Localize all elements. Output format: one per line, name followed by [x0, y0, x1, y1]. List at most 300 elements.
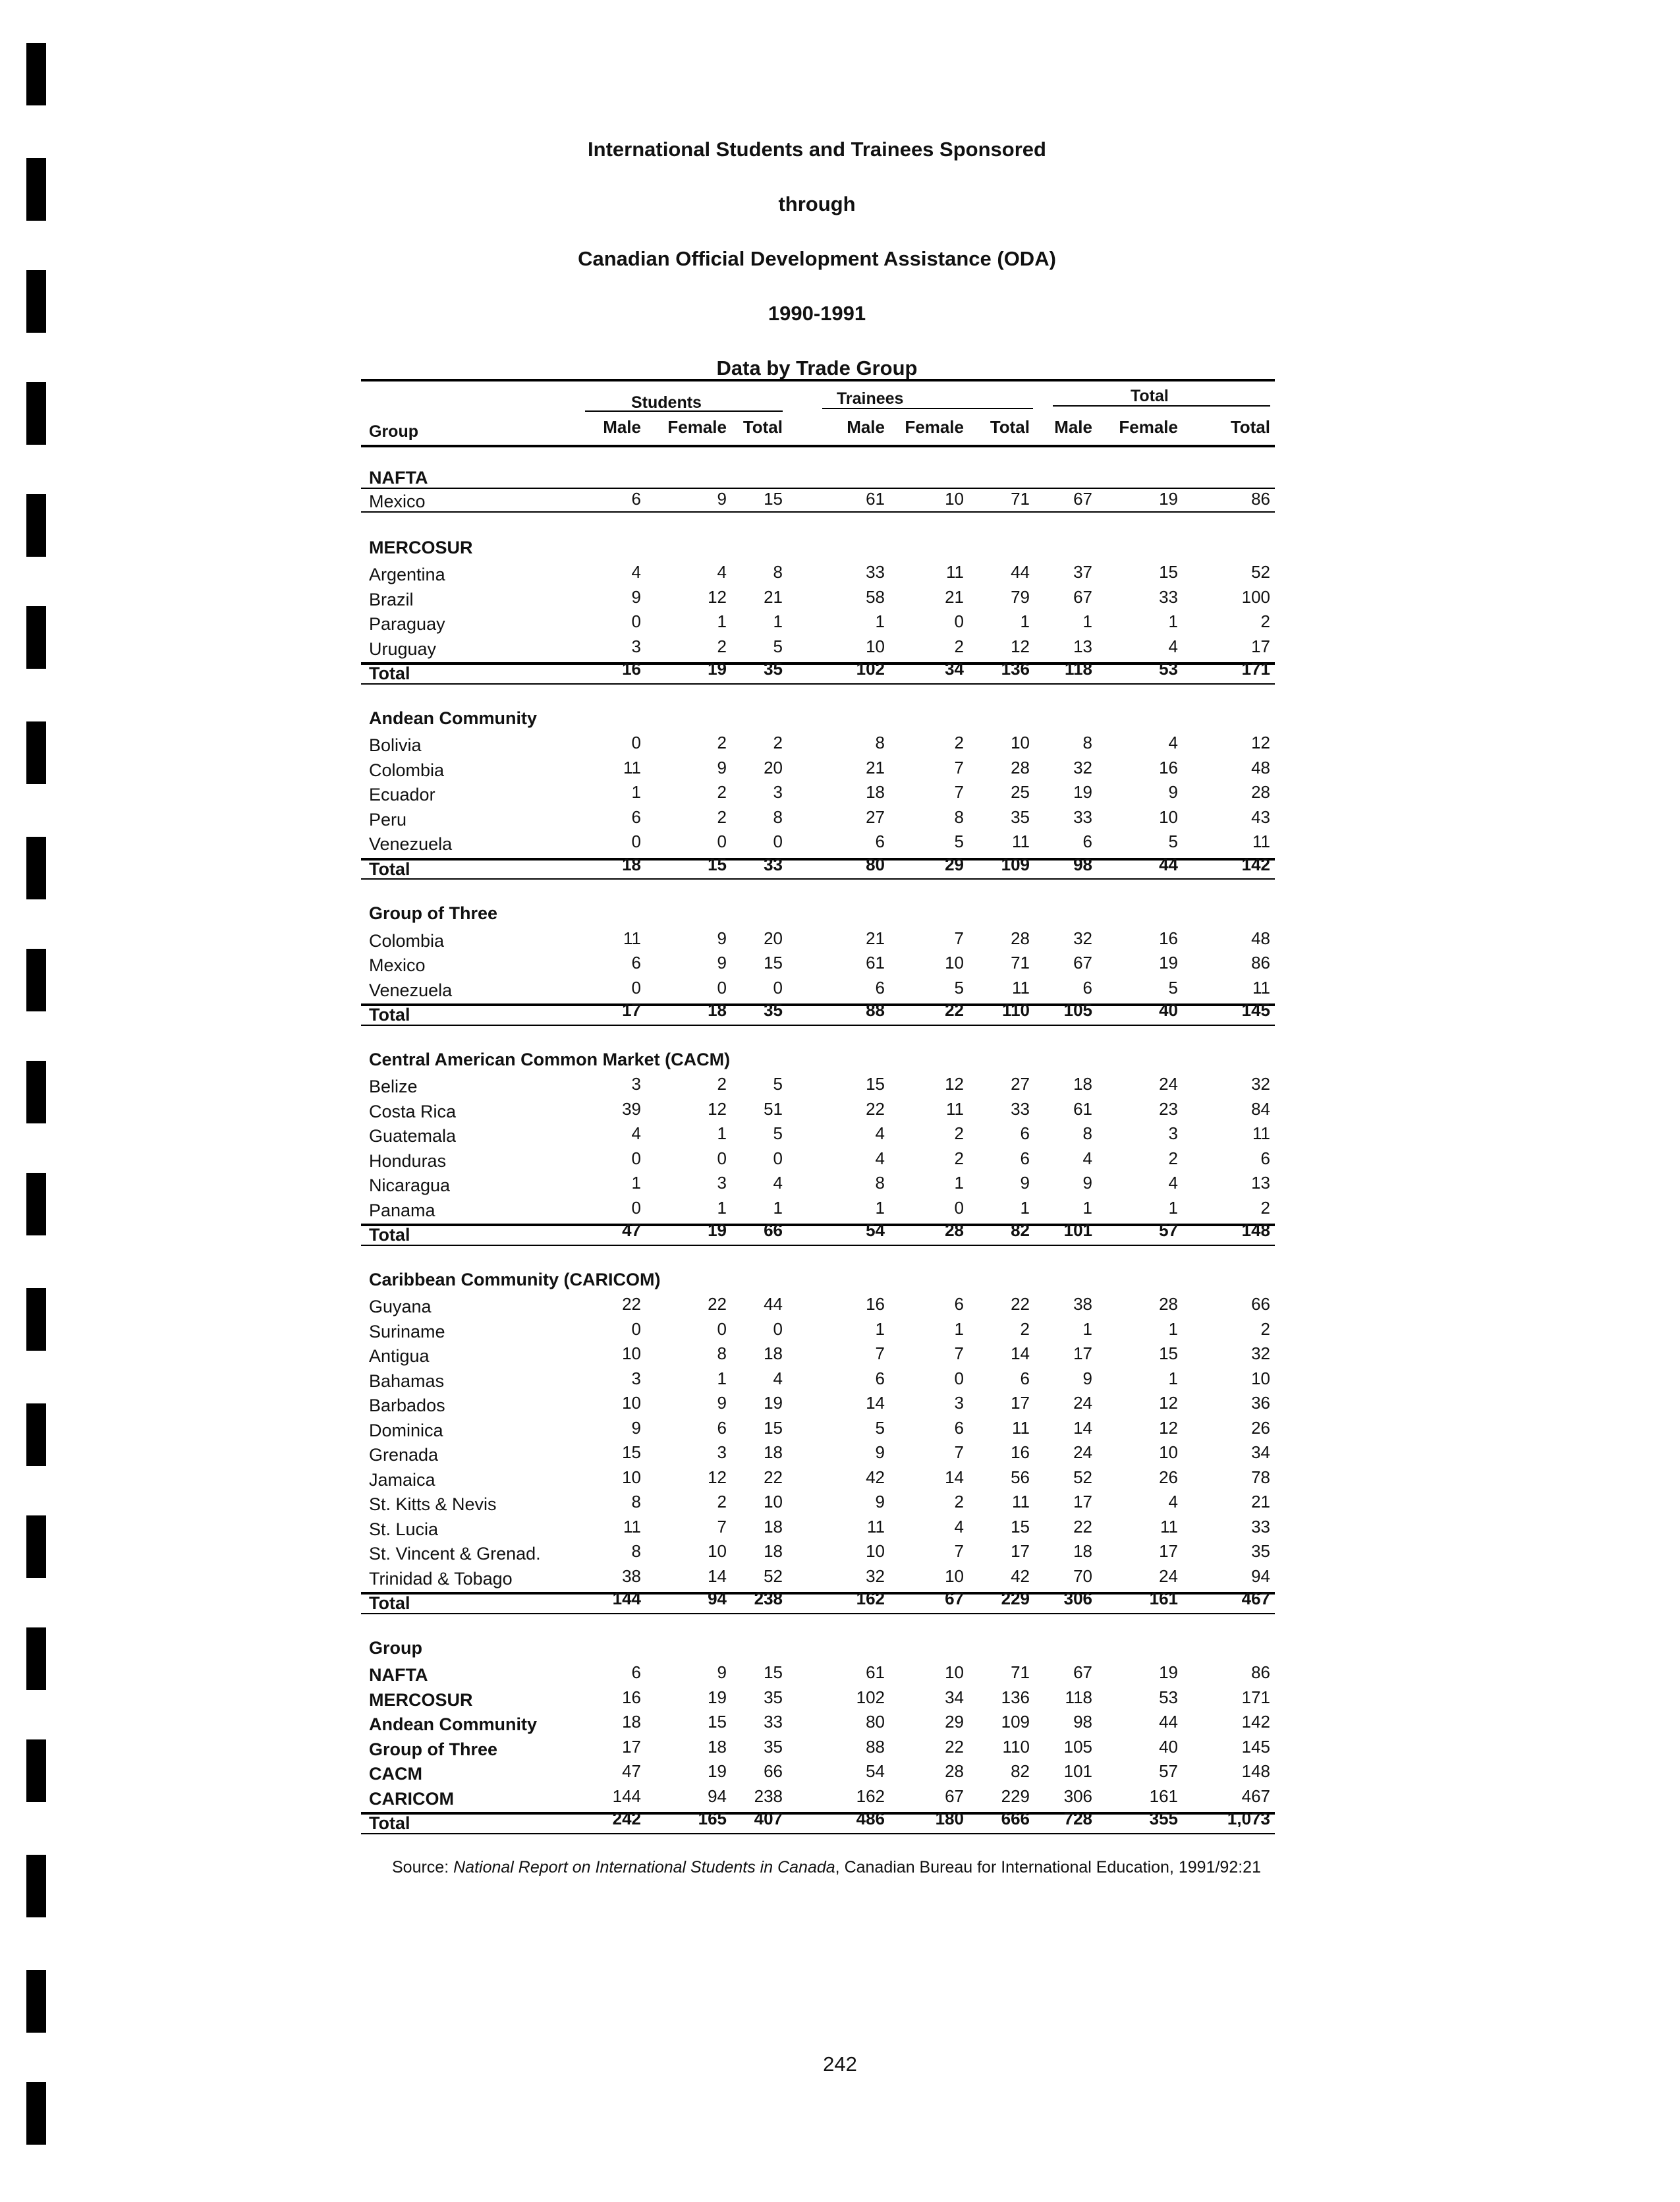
- table-cell: 15: [708, 1712, 727, 1732]
- table-cell: 1: [875, 1318, 885, 1339]
- table-cell: 4: [717, 562, 727, 582]
- punch-hole: [26, 43, 46, 105]
- table-cell: 0: [631, 733, 641, 752]
- table-cell: 101: [1063, 1220, 1092, 1240]
- table-cell: 47: [622, 1220, 641, 1240]
- table-cell: 6: [631, 953, 641, 973]
- table-cell: 9: [717, 489, 727, 509]
- table-cell: 21: [866, 757, 885, 777]
- table-cell: 6: [1082, 832, 1092, 851]
- table-cell: 10: [866, 1541, 885, 1561]
- table-cell: 28: [1011, 757, 1030, 777]
- table-cell: 86: [1251, 1662, 1270, 1682]
- title-line-5: Data by Trade Group: [716, 356, 918, 380]
- students-underline: [585, 410, 783, 412]
- table-cell: 86: [1251, 489, 1270, 509]
- table-cell: 22: [945, 1000, 964, 1020]
- table-cell: 9: [717, 1393, 727, 1413]
- total-row-label: Total: [369, 1593, 410, 1613]
- column-header-male: Male: [847, 417, 885, 437]
- table-cell: 71: [1011, 1662, 1030, 1682]
- table-cell: 35: [764, 1000, 783, 1020]
- table-cell: 12: [1159, 1393, 1178, 1413]
- table-cell: 7: [954, 1442, 964, 1462]
- column-header-female: Female: [905, 417, 964, 437]
- table-cell: 2: [1260, 1197, 1270, 1218]
- column-header-male: Male: [603, 417, 641, 437]
- table-cell: 11: [946, 1098, 964, 1119]
- table-cell: 67: [945, 1589, 964, 1608]
- group-title: Caribbean Community (CARICOM): [369, 1269, 661, 1289]
- table-cell: 7: [954, 757, 964, 777]
- table-cell: 22: [945, 1736, 964, 1757]
- table-cell: 2: [954, 636, 964, 656]
- table-cell: 12: [708, 1098, 727, 1119]
- table-cell: 33: [1251, 1516, 1270, 1537]
- table-cell: 9: [875, 1442, 885, 1462]
- table-cell: 2: [717, 1074, 727, 1094]
- total-row-label: Total: [369, 1225, 410, 1245]
- source-note: [392, 1858, 1261, 1877]
- row-label-barbados: Barbados: [369, 1396, 445, 1415]
- table-cell: 17: [622, 1736, 641, 1757]
- table-cell: 32: [1073, 928, 1092, 948]
- table-cell: 7: [954, 1541, 964, 1561]
- table-cell: 0: [631, 1197, 641, 1218]
- title-line-1: International Students and Trainees Sponsored: [588, 138, 1046, 161]
- table-cell: 6: [631, 489, 641, 509]
- table-cell: 2: [1260, 1318, 1270, 1339]
- table-cell: 0: [631, 1148, 641, 1168]
- students-header: Students: [631, 393, 702, 412]
- table-cell: 66: [1251, 1294, 1270, 1314]
- total-row-label: Total: [369, 1005, 410, 1025]
- table-cell: 44: [764, 1294, 783, 1314]
- table-cell: 54: [866, 1761, 885, 1781]
- table-cell: 12: [708, 586, 727, 607]
- table-cell: 1: [1168, 1368, 1178, 1388]
- table-cell: 0: [717, 1318, 727, 1339]
- table-cell: 61: [866, 953, 885, 973]
- table-cell: 7: [717, 1516, 727, 1537]
- table-cell: 1: [1168, 1318, 1178, 1339]
- table-cell: 15: [764, 1417, 783, 1438]
- table-cell: 18: [1073, 1074, 1092, 1094]
- table-cell: 1: [631, 1173, 641, 1193]
- row-label-st-kitts-nevis: St. Kitts & Nevis: [369, 1494, 497, 1514]
- table-cell: 24: [1073, 1442, 1092, 1462]
- table-cell: 1: [717, 611, 727, 631]
- table-cell: 4: [773, 1173, 783, 1193]
- table-cell: 165: [698, 1809, 727, 1828]
- row-label-grenada: Grenada: [369, 1445, 439, 1465]
- row-label-panama: Panama: [369, 1200, 435, 1220]
- row-label-bolivia: Bolivia: [369, 735, 422, 755]
- table-cell: 142: [1241, 1712, 1270, 1732]
- row-label-caricom: CARICOM: [369, 1788, 454, 1809]
- table-cell: 32: [1251, 1074, 1270, 1094]
- table-cell: 2: [954, 1148, 964, 1168]
- table-cell: 18: [622, 854, 641, 874]
- table-cell: 98: [1073, 1712, 1092, 1732]
- table-cell: 19: [1159, 1662, 1178, 1682]
- source-publisher: , Canadian Bureau for International Education, 1991/92:21: [835, 1858, 1261, 1877]
- table-cell: 10: [1159, 1442, 1178, 1462]
- punch-hole: [26, 949, 46, 1011]
- punch-hole: [26, 1855, 46, 1917]
- table-cell: 11: [1252, 832, 1270, 851]
- table-cell: 355: [1149, 1809, 1178, 1828]
- table-cell: 1: [773, 611, 783, 631]
- table-cell: 9: [1082, 1368, 1092, 1388]
- table-cell: 47: [622, 1761, 641, 1781]
- group-title: Central American Common Market (CACM): [369, 1049, 731, 1069]
- table-cell: 14: [866, 1393, 885, 1413]
- table-cell: 52: [1073, 1467, 1092, 1487]
- table-cell: 44: [1159, 1712, 1178, 1732]
- table-cell: 2: [1020, 1318, 1030, 1339]
- table-cell: 13: [1073, 636, 1092, 656]
- table-cell: 23: [1159, 1098, 1178, 1119]
- table-cell: 16: [1011, 1442, 1030, 1462]
- table-cell: 6: [1020, 1148, 1030, 1168]
- table-cell: 11: [867, 1516, 885, 1537]
- table-cell: 21: [1251, 1492, 1270, 1511]
- table-cell: 78: [1251, 1467, 1270, 1487]
- row-label-bahamas: Bahamas: [369, 1370, 445, 1391]
- table-cell: 5: [773, 1074, 783, 1094]
- table-cell: 33: [764, 854, 783, 874]
- table-cell: 8: [954, 806, 964, 827]
- table-cell: 136: [1001, 659, 1030, 679]
- table-cell: 4: [631, 1123, 641, 1143]
- table-cell: 6: [1082, 977, 1092, 998]
- nafta-bottom-rule: [361, 511, 1275, 513]
- total-row-label: Total: [369, 859, 410, 879]
- table-cell: 27: [866, 806, 885, 827]
- table-cell: 1: [875, 611, 885, 631]
- row-label-suriname: Suriname: [369, 1321, 445, 1341]
- table-cell: 4: [875, 1148, 885, 1168]
- table-cell: 35: [764, 1736, 783, 1757]
- row-label-andean-community: Andean Community: [369, 1714, 538, 1734]
- table-cell: 2: [717, 806, 727, 827]
- table-cell: 42: [866, 1467, 885, 1487]
- table-cell: 67: [1073, 1662, 1092, 1682]
- row-label-guatemala: Guatemala: [369, 1126, 457, 1146]
- table-cell: 29: [945, 854, 964, 874]
- table-cell: 19: [1159, 489, 1178, 509]
- table-cell: 21: [866, 928, 885, 948]
- table-cell: 19: [1159, 953, 1178, 973]
- table-cell: 35: [1251, 1541, 1270, 1561]
- table-cell: 9: [1168, 782, 1178, 802]
- table-cell: 229: [1001, 1786, 1030, 1806]
- table-cell: 1: [717, 1368, 727, 1388]
- table-cell: 44: [1159, 854, 1178, 874]
- punch-hole: [26, 837, 46, 899]
- table-cell: 33: [1073, 806, 1092, 827]
- table-cell: 2: [717, 782, 727, 802]
- row-label-venezuela: Venezuela: [369, 834, 453, 854]
- table-cell: 3: [631, 1074, 641, 1094]
- total-bottom-rule: [361, 878, 1275, 880]
- table-cell: 171: [1241, 659, 1270, 679]
- table-cell: 3: [954, 1393, 964, 1413]
- table-cell: 80: [866, 1712, 885, 1732]
- table-cell: 110: [1002, 1000, 1030, 1020]
- table-cell: 94: [708, 1786, 727, 1806]
- table-cell: 34: [945, 659, 964, 679]
- table-cell: 7: [954, 1343, 964, 1363]
- table-cell: 18: [764, 1442, 783, 1462]
- table-cell: 21: [945, 586, 964, 607]
- table-cell: 7: [954, 928, 964, 948]
- table-cell: 6: [875, 977, 885, 998]
- row-label-honduras: Honduras: [369, 1150, 447, 1171]
- table-cell: 3: [717, 1173, 727, 1193]
- table-cell: 102: [856, 659, 885, 679]
- punch-hole: [26, 1403, 46, 1466]
- table-cell: 136: [1001, 1687, 1030, 1707]
- punch-hole: [26, 1515, 46, 1578]
- column-header-total: Total: [742, 417, 783, 437]
- table-cell: 18: [764, 1343, 783, 1363]
- table-cell: 486: [856, 1809, 885, 1828]
- table-cell: 6: [1260, 1148, 1270, 1168]
- table-cell: 12: [1011, 636, 1030, 656]
- table-cell: 11: [1012, 1417, 1030, 1438]
- table-cell: 19: [1073, 782, 1092, 802]
- table-cell: 11: [946, 562, 964, 582]
- table-cell: 67: [1073, 586, 1092, 607]
- table-cell: 1: [717, 1123, 727, 1143]
- table-cell: 3: [717, 1442, 727, 1462]
- table-cell: 2: [954, 1123, 964, 1143]
- table-cell: 40: [1159, 1736, 1178, 1757]
- table-cell: 162: [856, 1589, 885, 1608]
- table-cell: 19: [764, 1393, 783, 1413]
- table-cell: 66: [764, 1761, 783, 1781]
- table-cell: 102: [856, 1687, 885, 1707]
- table-cell: 2: [717, 1492, 727, 1511]
- table-cell: 4: [1168, 733, 1178, 752]
- table-cell: 2: [1168, 1148, 1178, 1168]
- table-cell: 22: [622, 1294, 641, 1314]
- total-bottom-rule: [361, 1245, 1275, 1246]
- header-bottom-rule: [361, 445, 1275, 447]
- table-cell: 110: [1002, 1736, 1030, 1757]
- table-cell: 1: [1082, 1318, 1092, 1339]
- table-cell: 10: [622, 1343, 641, 1363]
- table-cell: 3: [773, 782, 783, 802]
- table-cell: 109: [1001, 1712, 1030, 1732]
- table-cell: 1: [1168, 1197, 1178, 1218]
- table-top-rule: [361, 379, 1275, 381]
- column-header-male: Male: [1054, 417, 1092, 437]
- table-cell: 11: [1012, 1492, 1030, 1511]
- table-cell: 0: [717, 1148, 727, 1168]
- table-cell: 4: [1168, 1173, 1178, 1193]
- table-cell: 1: [1020, 611, 1030, 631]
- table-cell: 61: [1073, 1098, 1092, 1119]
- document-title: [0, 122, 1634, 395]
- table-cell: 5: [875, 1417, 885, 1438]
- table-cell: 71: [1011, 489, 1030, 509]
- row-label-colombia: Colombia: [369, 930, 445, 951]
- table-cell: 18: [866, 782, 885, 802]
- row-label-peru: Peru: [369, 809, 407, 830]
- table-cell: 11: [1012, 832, 1030, 851]
- table-cell: 6: [875, 832, 885, 851]
- punch-hole: [26, 1173, 46, 1235]
- table-cell: 24: [1159, 1566, 1178, 1586]
- table-cell: 3: [1168, 1123, 1178, 1143]
- table-cell: 5: [1168, 977, 1178, 998]
- table-cell: 19: [708, 1761, 727, 1781]
- table-cell: 15: [708, 854, 727, 874]
- table-cell: 28: [945, 1761, 964, 1781]
- table-cell: 17: [1011, 1541, 1030, 1561]
- table-cell: 19: [708, 659, 727, 679]
- table-cell: 105: [1063, 1736, 1092, 1757]
- table-cell: 10: [945, 1566, 964, 1586]
- row-label-ecuador: Ecuador: [369, 785, 435, 805]
- table-cell: 0: [773, 1148, 783, 1168]
- table-cell: 22: [1011, 1294, 1030, 1314]
- table-cell: 28: [1011, 928, 1030, 948]
- table-cell: 15: [764, 1662, 783, 1682]
- table-cell: 24: [1073, 1393, 1092, 1413]
- table-cell: 10: [945, 953, 964, 973]
- title-line-2: through: [778, 192, 856, 215]
- table-cell: 17: [1073, 1492, 1092, 1511]
- row-label-argentina: Argentina: [369, 565, 445, 584]
- table-cell: 161: [1149, 1589, 1178, 1608]
- table-cell: 37: [1073, 562, 1092, 582]
- column-header-female: Female: [1119, 417, 1178, 437]
- table-cell: 12: [708, 1467, 727, 1487]
- table-cell: 58: [866, 586, 885, 607]
- row-label-nafta: NAFTA: [369, 1665, 428, 1685]
- table-cell: 105: [1063, 1000, 1092, 1020]
- table-cell: 0: [717, 832, 727, 851]
- table-cell: 18: [764, 1541, 783, 1561]
- table-cell: 1: [1168, 611, 1178, 631]
- table-cell: 10: [945, 1662, 964, 1682]
- table-cell: 16: [622, 659, 641, 679]
- total-row-label: Total: [369, 663, 410, 683]
- source-prefix: Source:: [392, 1858, 454, 1877]
- table-cell: 56: [1011, 1467, 1030, 1487]
- table-cell: 57: [1159, 1220, 1178, 1240]
- table-cell: 19: [708, 1220, 727, 1240]
- row-label-venezuela: Venezuela: [369, 980, 453, 1000]
- table-cell: 0: [773, 1318, 783, 1339]
- table-cell: 14: [708, 1566, 727, 1586]
- table-cell: 9: [631, 586, 641, 607]
- table-cell: 27: [1011, 1074, 1030, 1094]
- table-cell: 5: [773, 1123, 783, 1143]
- title-line-3: Canadian Official Development Assistance (ODA): [578, 247, 1056, 270]
- table-cell: 48: [1251, 928, 1270, 948]
- row-label-mexico: Mexico: [369, 955, 426, 975]
- table-cell: 19: [708, 1687, 727, 1707]
- table-cell: 38: [622, 1566, 641, 1586]
- table-cell: 0: [954, 1197, 964, 1218]
- table-cell: 467: [1241, 1786, 1270, 1806]
- table-cell: 18: [708, 1736, 727, 1757]
- table-cell: 10: [866, 636, 885, 656]
- table-cell: 32: [866, 1566, 885, 1586]
- table-cell: 9: [631, 1417, 641, 1438]
- table-cell: 16: [866, 1294, 885, 1314]
- table-cell: 86: [1251, 953, 1270, 973]
- trainees-header: Trainees: [837, 389, 904, 408]
- table-cell: 8: [875, 733, 885, 752]
- table-cell: 6: [631, 1662, 641, 1682]
- table-cell: 40: [1159, 1000, 1178, 1020]
- row-label-mercosur: MERCOSUR: [369, 1689, 473, 1710]
- table-cell: 28: [945, 1220, 964, 1240]
- table-cell: 238: [754, 1786, 783, 1806]
- row-label-uruguay: Uruguay: [369, 638, 437, 659]
- table-cell: 11: [623, 1516, 641, 1537]
- table-cell: 6: [717, 1417, 727, 1438]
- table-cell: 2: [954, 1492, 964, 1511]
- table-cell: 11: [623, 928, 641, 948]
- table-cell: 5: [1168, 832, 1178, 851]
- table-cell: 71: [1011, 953, 1030, 973]
- table-cell: 35: [764, 659, 783, 679]
- table-cell: 0: [773, 977, 783, 998]
- punch-hole: [26, 1061, 46, 1123]
- table-cell: 33: [764, 1712, 783, 1732]
- table-cell: 9: [717, 757, 727, 777]
- punch-hole: [26, 1970, 46, 2033]
- table-cell: 728: [1063, 1809, 1092, 1828]
- table-cell: 14: [945, 1467, 964, 1487]
- table-cell: 12: [945, 1074, 964, 1094]
- table-cell: 4: [1168, 636, 1178, 656]
- table-cell: 109: [1001, 854, 1030, 874]
- table-cell: 39: [622, 1098, 641, 1119]
- table-cell: 8: [773, 562, 783, 582]
- table-cell: 4: [1168, 1492, 1178, 1511]
- table-cell: 35: [764, 1687, 783, 1707]
- table-cell: 2: [717, 636, 727, 656]
- source-title: National Report on International Students in Canada: [453, 1858, 835, 1877]
- table-cell: 79: [1011, 586, 1030, 607]
- table-cell: 7: [954, 782, 964, 802]
- table-cell: 1: [773, 1197, 783, 1218]
- table-cell: 6: [875, 1368, 885, 1388]
- table-cell: 145: [1241, 1736, 1270, 1757]
- table-cell: 61: [866, 489, 885, 509]
- table-cell: 26: [1159, 1467, 1178, 1487]
- table-cell: 10: [764, 1492, 783, 1511]
- table-cell: 242: [612, 1809, 641, 1828]
- table-cell: 9: [875, 1492, 885, 1511]
- group-title: Andean Community: [369, 708, 538, 728]
- table-cell: 33: [1159, 586, 1178, 607]
- table-cell: 82: [1011, 1220, 1030, 1240]
- table-cell: 14: [1011, 1343, 1030, 1363]
- table-cell: 52: [764, 1566, 783, 1586]
- table-cell: 66: [764, 1220, 783, 1240]
- punch-hole: [26, 494, 46, 557]
- table-cell: 1: [1082, 1197, 1092, 1218]
